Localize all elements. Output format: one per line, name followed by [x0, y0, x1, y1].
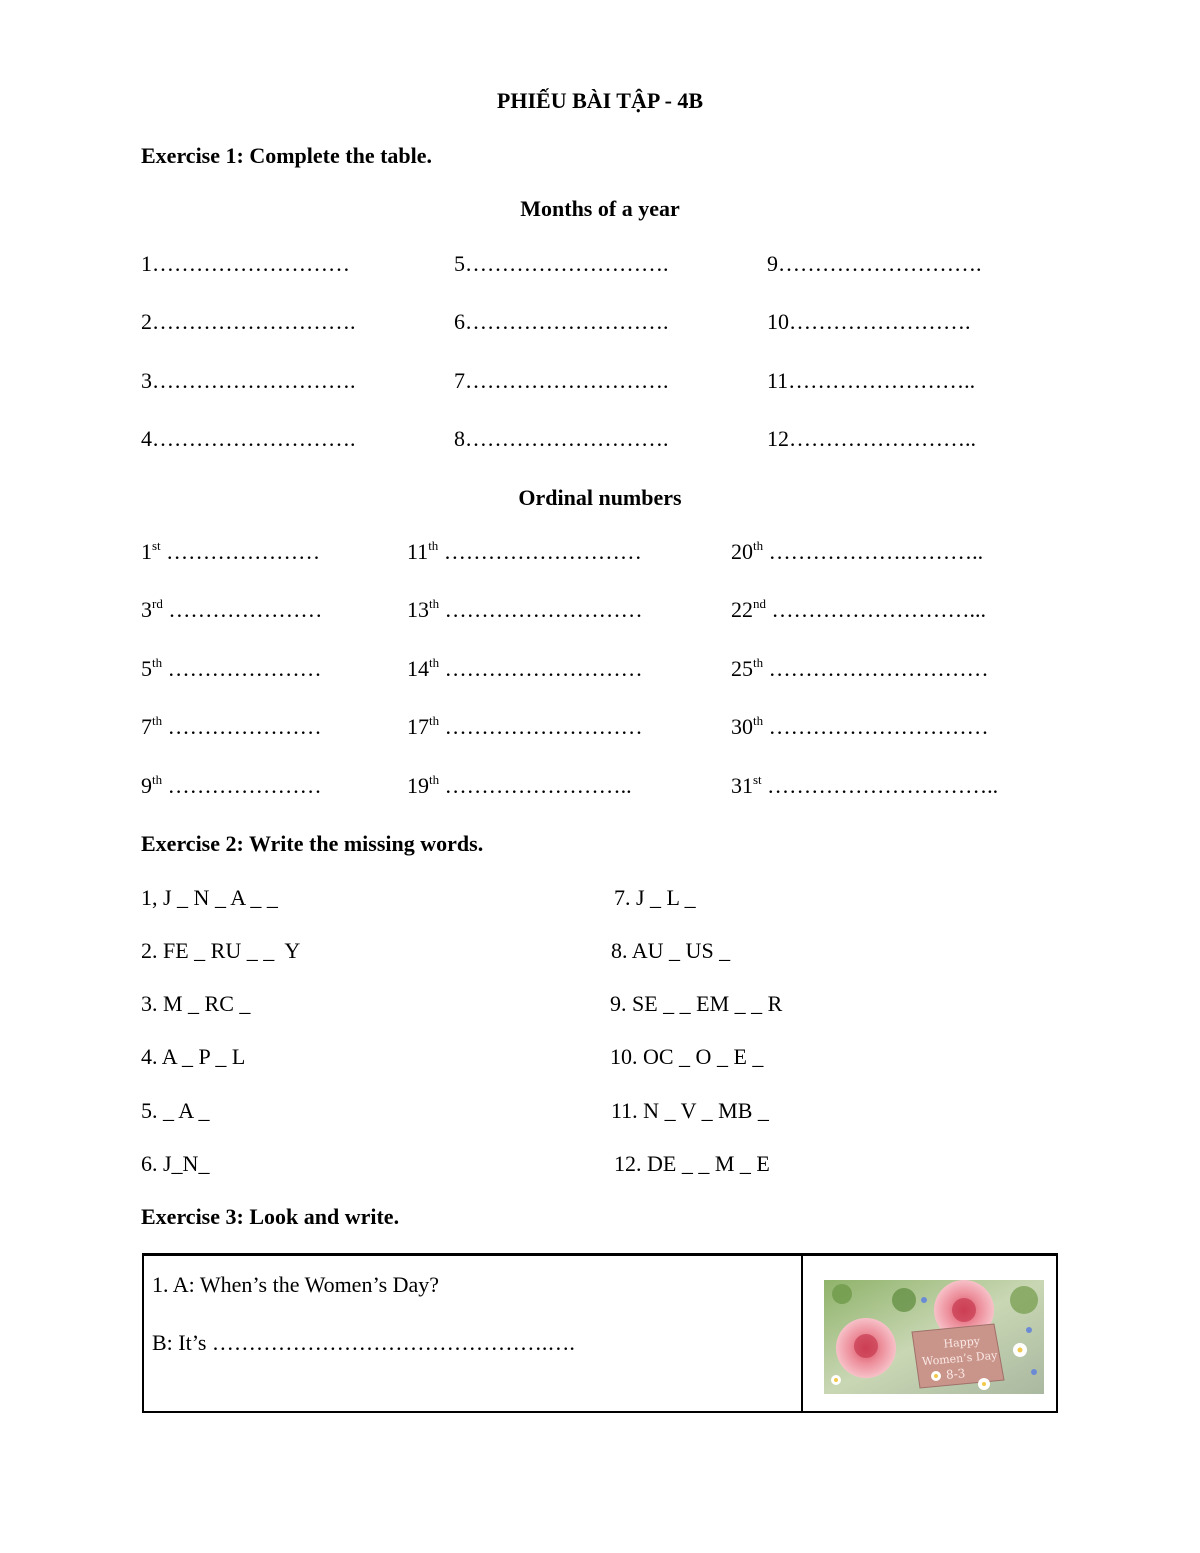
ordinal-suffix: th — [753, 654, 764, 670]
missing-word-item[interactable]: 2. FE _ RU _ _ Y — [141, 938, 301, 963]
womens-day-image — [824, 1280, 1044, 1394]
ordinal-suffix: th — [429, 771, 440, 787]
ordinal-dots: ………………………... — [771, 597, 986, 622]
ordinal-dots: ………………………….. — [767, 773, 999, 798]
ordinal-number: 30 — [731, 714, 753, 739]
ordinal-number: 9 — [141, 773, 152, 798]
ordinal-dots: ………………… — [166, 539, 321, 564]
month-blank-5[interactable]: 5………………………. — [454, 251, 669, 276]
ordinal-blank[interactable] — [141, 773, 322, 799]
ordinal-blank[interactable] — [141, 714, 322, 740]
missing-word-item[interactable]: 12. DE _ _ M _ E — [614, 1151, 770, 1176]
ordinal-blank[interactable] — [141, 539, 320, 565]
month-blank-3[interactable]: 3………………………. — [141, 368, 356, 393]
ordinal-number: 7 — [141, 714, 152, 739]
ordinal-suffix: th — [152, 771, 163, 787]
month-blank-8[interactable]: 8………………………. — [454, 426, 669, 451]
ordinal-dots: ……………………… — [444, 656, 643, 681]
image-caption-line: Women’s Day — [921, 1348, 998, 1369]
exercise2-heading: Exercise 2: Write the missing words. — [141, 831, 484, 856]
ordinal-number: 11 — [407, 539, 429, 564]
ordinal-suffix: th — [428, 537, 439, 553]
ordinal-dots: ……………………… — [444, 597, 643, 622]
ordinal-suffix: th — [429, 595, 440, 611]
month-blank-4[interactable]: 4………………………. — [141, 426, 356, 451]
month-blank-11[interactable]: 11…………………….. — [767, 368, 976, 393]
ordinal-number: 5 — [141, 656, 152, 681]
missing-word-item[interactable]: 9. SE _ _ EM _ _ R — [610, 991, 783, 1016]
month-blank-12[interactable]: 12…………………….. — [767, 426, 976, 451]
ordinal-suffix: rd — [152, 595, 163, 611]
ordinal-dots: …………………….. — [444, 773, 632, 798]
missing-word-item[interactable]: 6. J_N_ — [141, 1151, 210, 1176]
ordinal-suffix: th — [152, 712, 163, 728]
ordinal-number: 3 — [141, 597, 152, 622]
ordinal-number: 17 — [407, 714, 429, 739]
ordinal-blank[interactable] — [407, 597, 643, 623]
ordinal-blank[interactable] — [141, 656, 322, 682]
ordinal-dots: ……………………… — [443, 539, 642, 564]
womens-day-illustration — [824, 1280, 1044, 1394]
ordinal-dots: ………………… — [168, 597, 323, 622]
missing-word-item[interactable]: 11. N _ V _ MB _ — [611, 1098, 769, 1123]
ordinal-blank[interactable] — [407, 656, 643, 682]
ordinal-suffix: th — [753, 712, 764, 728]
ordinal-blank[interactable] — [731, 773, 998, 799]
missing-word-item[interactable]: 4. A _ P _ L — [141, 1044, 246, 1069]
ordinal-blank[interactable] — [407, 714, 643, 740]
ordinal-dots: ………………… — [167, 773, 322, 798]
image-caption-line: Happy — [942, 1334, 981, 1351]
image-caption-line: 8-3 — [945, 1366, 966, 1382]
question-text: 1. A: When’s the Women’s Day? — [152, 1272, 440, 1297]
ordinal-suffix: th — [753, 537, 764, 553]
month-blank-2[interactable]: 2………………………. — [141, 309, 356, 334]
missing-word-item[interactable]: 5. _ A _ — [141, 1098, 210, 1123]
exercise3-heading: Exercise 3: Look and write. — [141, 1204, 400, 1229]
month-blank-9[interactable]: 9………………………. — [767, 251, 982, 276]
ordinal-number: 19 — [407, 773, 429, 798]
ordinal-suffix: st — [152, 537, 161, 553]
ordinal-suffix: th — [429, 654, 440, 670]
ordinal-blank[interactable] — [731, 714, 989, 740]
ordinal-heading: Ordinal numbers — [518, 485, 682, 510]
month-blank-6[interactable]: 6………………………. — [454, 309, 669, 334]
ordinal-dots: ………………………… — [768, 714, 989, 739]
months-heading: Months of a year — [520, 196, 680, 221]
ordinal-number: 1 — [141, 539, 152, 564]
ordinal-number: 13 — [407, 597, 429, 622]
ordinal-suffix: st — [753, 771, 762, 787]
missing-word-item[interactable]: 1, J _ N _ A _ _ — [141, 885, 278, 910]
ordinal-number: 22 — [731, 597, 753, 622]
ordinal-number: 14 — [407, 656, 429, 681]
missing-word-item[interactable]: 10. OC _ O _ E _ — [610, 1044, 764, 1069]
ordinal-blank[interactable] — [141, 597, 322, 623]
month-blank-1[interactable]: 1……………………… — [141, 251, 350, 276]
table-divider — [801, 1256, 803, 1411]
ordinal-suffix: th — [152, 654, 163, 670]
ordinal-blank[interactable] — [731, 656, 989, 682]
page-title: PHIẾU BÀI TẬP - 4B — [496, 88, 704, 113]
missing-word-item[interactable]: 3. M _ RC _ — [141, 991, 251, 1016]
ordinal-number: 25 — [731, 656, 753, 681]
ordinal-number: 31 — [731, 773, 753, 798]
ordinal-blank[interactable] — [731, 597, 986, 623]
ordinal-dots: ……………………… — [444, 714, 643, 739]
month-blank-10[interactable]: 10……………………. — [767, 309, 971, 334]
ordinal-suffix: nd — [753, 595, 766, 611]
ordinal-blank[interactable] — [407, 773, 632, 799]
ordinal-number: 20 — [731, 539, 753, 564]
ordinal-blank[interactable] — [731, 539, 983, 565]
ordinal-dots: ………………………… — [768, 656, 989, 681]
ordinal-blank[interactable] — [407, 539, 642, 565]
missing-word-item[interactable]: 7. J _ L _ — [614, 885, 696, 910]
ordinal-suffix: th — [429, 712, 440, 728]
ordinal-dots: ……………….……….. — [768, 539, 984, 564]
missing-word-item[interactable]: 8. AU _ US _ — [611, 938, 731, 963]
ordinal-dots: ………………… — [167, 656, 322, 681]
exercise3-table — [142, 1253, 1058, 1413]
month-blank-7[interactable]: 7………………………. — [454, 368, 669, 393]
ordinal-dots: ………………… — [167, 714, 322, 739]
exercise1-heading: Exercise 1: Complete the table. — [141, 143, 433, 168]
answer-blank[interactable]: B: It’s ……………………………………….…. — [152, 1330, 575, 1355]
